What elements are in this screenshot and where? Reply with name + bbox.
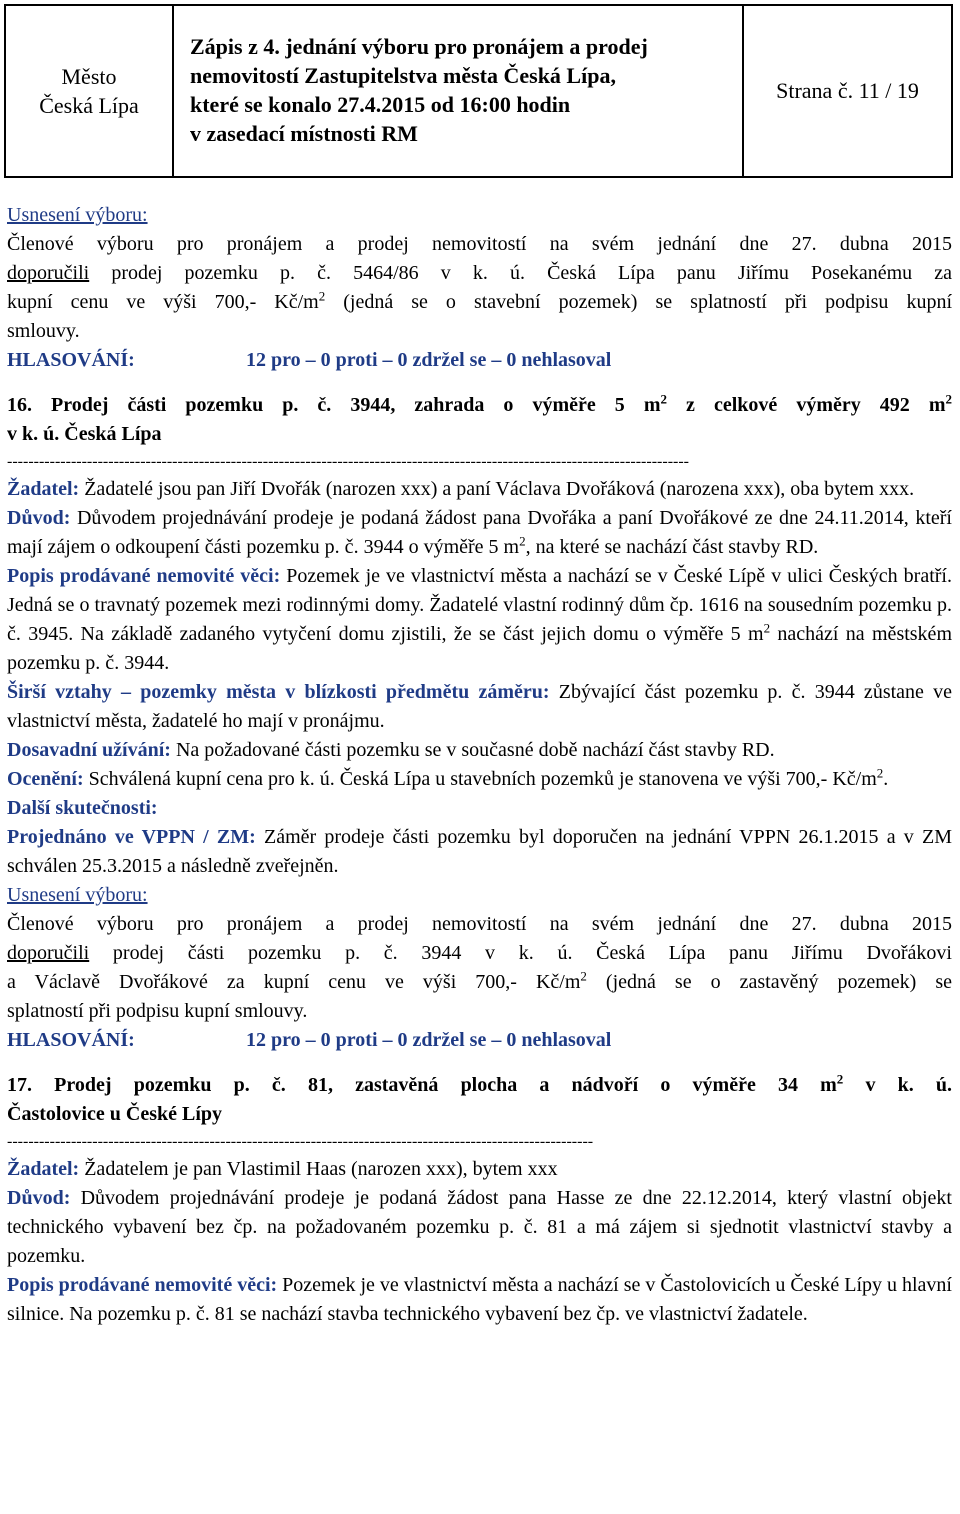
section-16-heading-b: z celkové výměry 492 m [667,394,946,416]
usneseni-16-line-2-text: prodej části pozemku p. č. 3944 v k. ú. Česká Lípa panu Jiřímu Dvořákovi [89,942,952,964]
city-line-2: Česká Lípa [39,93,139,118]
header-city-cell [6,6,174,176]
section-16-heading-line-2: v k. ú. Česká Lípa [7,423,162,445]
duvod-label: Důvod: [7,1187,71,1209]
zadatel-label: Žadatel: [7,478,80,500]
oceneni-paragraph [7,765,952,794]
usneseni-line-3a: kupní cenu ve výši 700,- Kč/m [7,291,319,313]
vote-label: HLASOVÁNÍ: [7,1029,135,1051]
separator-dashes: -------------------------------------------------------------------------------------------------------------------------------- [7,453,689,470]
dosavadni-uzivani-text: Na požadované části pozemku se v současné době nachází část stavby RD. [170,739,775,761]
usneseni-16-line-3b: (jedná se o zastavěný pozemek) se [586,971,952,993]
city-line-1: Město [61,64,117,89]
popis-label: Popis prodávané nemovité věci: [7,565,281,587]
oceneni-text-a: Schválená kupní cena pro k. ú. Česká Lípa u stavebních pozemků je stanovena ve výši 700,- Kč/m [83,768,877,790]
usneseni-line-3b: (jedná se o stavební pozemek) se splatností při podpisu kupní [325,291,953,313]
usneseni-16-line-4: splatností při podpisu kupní smlouvy. [7,1000,308,1022]
header-page-cell [744,6,951,176]
section-16-heading-a: 16. Prodej části pozemku p. č. 3944, zahrada o výměře 5 m [7,394,661,416]
zadatel-text: Žadatelem je pan Vlastimil Haas (narozen xxx), bytem xxx [79,1158,558,1180]
vote-line [7,1026,952,1055]
vote-line [7,346,952,375]
header-title [190,32,742,148]
superscript: 2 [580,968,587,984]
superscript: 2 [836,1071,844,1087]
oceneni-label: Ocenění: [7,768,84,790]
header-title-line-4: v zasedací místnosti RM [190,121,418,146]
section-17-heading [7,1071,952,1100]
sirsi-vztahy-text: Zbývající část pozemku p. č. 3944 zůstane ve vlastnictví města, žadatelé ho mají v pronájmu. [7,681,952,732]
document-header [4,4,953,178]
duvod-text-a: Důvodem projednávání prodeje je podaná žádost pana Dvořáka a paní Dvořákové ze dne 24.11.2014, kteří mají zájem o odkoupení části pozemku p. č. 3944 o výměře 5 m [7,507,952,558]
popis-text: Pozemek je ve vlastnictví města a nachází se v Častolovicích u České Lípy u hlavní silnice. Na pozemku p. č. 81 se nachází stavba technického vybavení bez čp. ve vlastnictví žadatele. [7,1274,952,1325]
usneseni-16-line-2 [7,939,952,968]
section-16-heading [7,391,952,420]
zadatel-paragraph [7,1155,952,1184]
superscript: 2 [318,288,326,304]
usneseni-heading: Usnesení výboru: [7,884,148,906]
zadatel-paragraph [7,475,952,504]
city-label [39,62,139,120]
usneseni-line-1: Členové výboru pro pronájem a prodej nemovitostí na svém jednání dne 27. dubna 2015 [7,233,952,255]
usneseni-line-3 [7,288,952,317]
projednano-label: Projednáno ve VPPN / ZM: [7,826,256,848]
sirsi-vztahy-label: Širší vztahy – pozemky města v blízkosti předmětu záměru: [7,681,550,703]
duvod-label: Důvod: [7,507,71,529]
popis-paragraph [7,562,952,678]
popis-paragraph [7,1271,952,1329]
usneseni-16-line-3 [7,968,952,997]
vote-value: 12 pro – 0 proti – 0 zdržel se – 0 nehlasoval [246,1029,612,1051]
vote-label: HLASOVÁNÍ: [7,349,135,371]
dosavadni-uzivani-paragraph [7,736,952,765]
header-title-line-2: nemovitostí Zastupitelstva města Česká Lípa, [190,63,616,88]
dalsi-skutecnosti-label: Další skutečnosti: [7,797,158,819]
zadatel-text: Žadatelé jsou pan Jiří Dvořák (narozen xxx) a paní Václava Dvořáková (narozena xxx), oba bytem xxx. [79,478,915,500]
zadatel-label: Žadatel: [7,1158,80,1180]
usneseni-line-2-text: prodej pozemku p. č. 5464/86 v k. ú. Česká Lípa panu Jiřímu Posekanému za [89,262,952,284]
duvod-paragraph [7,504,952,562]
usneseni-line-4: smlouvy. [7,320,80,342]
dosavadni-uzivani-label: Dosavadní užívání: [7,739,171,761]
superscript: 2 [763,620,771,636]
superscript: 2 [660,391,667,407]
superscript: 2 [945,391,952,407]
superscript: 2 [519,533,526,549]
sirsi-vztahy-paragraph [7,678,952,736]
usneseni-line-2 [7,259,952,288]
doporucili-text: doporučili [7,942,90,964]
oceneni-text-b: . [883,768,889,790]
separator-dashes: -------------------------------------------------------------------------------------------------------------- [7,1133,594,1150]
header-title-line-3: které se konalo 27.4.2015 od 16:00 hodin [190,92,571,117]
header-title-line-1: Zápis z 4. jednání výboru pro pronájem a prodej [190,34,648,59]
usneseni-16-line-3a: a Václavě Dvořákové za kupní cenu ve výši 700,- Kč/m [7,971,581,993]
popis-label: Popis prodávané nemovité věci: [7,1274,278,1296]
usneseni-16-line-1: Členové výboru pro pronájem a prodej nemovitostí na svém jednání dne 27. dubna 2015 [7,913,952,935]
popis-text-b: nachází na městském pozemku p. č. 3944. [7,623,952,674]
superscript: 2 [876,765,884,781]
section-17-heading-line-2: Častolovice u České Lípy [7,1103,222,1125]
document-body [7,201,952,1329]
duvod-text-b: , na které se nachází část stavby RD. [525,536,819,558]
doporucili-text: doporučili [7,262,90,284]
section-17-heading-b: v k. ú. [843,1074,952,1096]
duvod-text: Důvodem projednávání prodeje je podaná žádost pana Hasse ze dne 22.12.2014, který vlastní objekt technického vybavení bez čp. na požadovaném pozemku p. č. 81 a má zájem si sjednotit vlastnictví stavby a pozemku. [7,1187,952,1267]
duvod-paragraph [7,1184,952,1271]
usneseni-heading: Usnesení výboru: [7,204,148,226]
projednano-text: Záměr prodeje části pozemku byl doporučen na jednání VPPN 26.1.2015 a v ZM schválen 25.3.2015 a následně zveřejněn. [7,826,952,877]
popis-text-a: Pozemek je ve vlastnictví města a nachází se v České Lípě v ulici Českých bratří. Jedná se o travnatý pozemek mezi rodinnými domy. Žadatelé vlastní rodinný dům čp. 1616 na sousedním pozemku p. č. 3945. Na základě zadaného vytyčení domu zjistili, že se část jejich domu o výměře 5 m [7,565,952,645]
projednano-paragraph [7,823,952,881]
section-17-heading-a: 17. Prodej pozemku p. č. 81, zastavěná plocha a nádvoří o výměře 34 m [7,1074,837,1096]
vote-value: 12 pro – 0 proti – 0 zdržel se – 0 nehlasoval [246,349,612,371]
header-title-cell [174,6,744,176]
page-number: Strana č. 11 / 19 [776,78,919,103]
